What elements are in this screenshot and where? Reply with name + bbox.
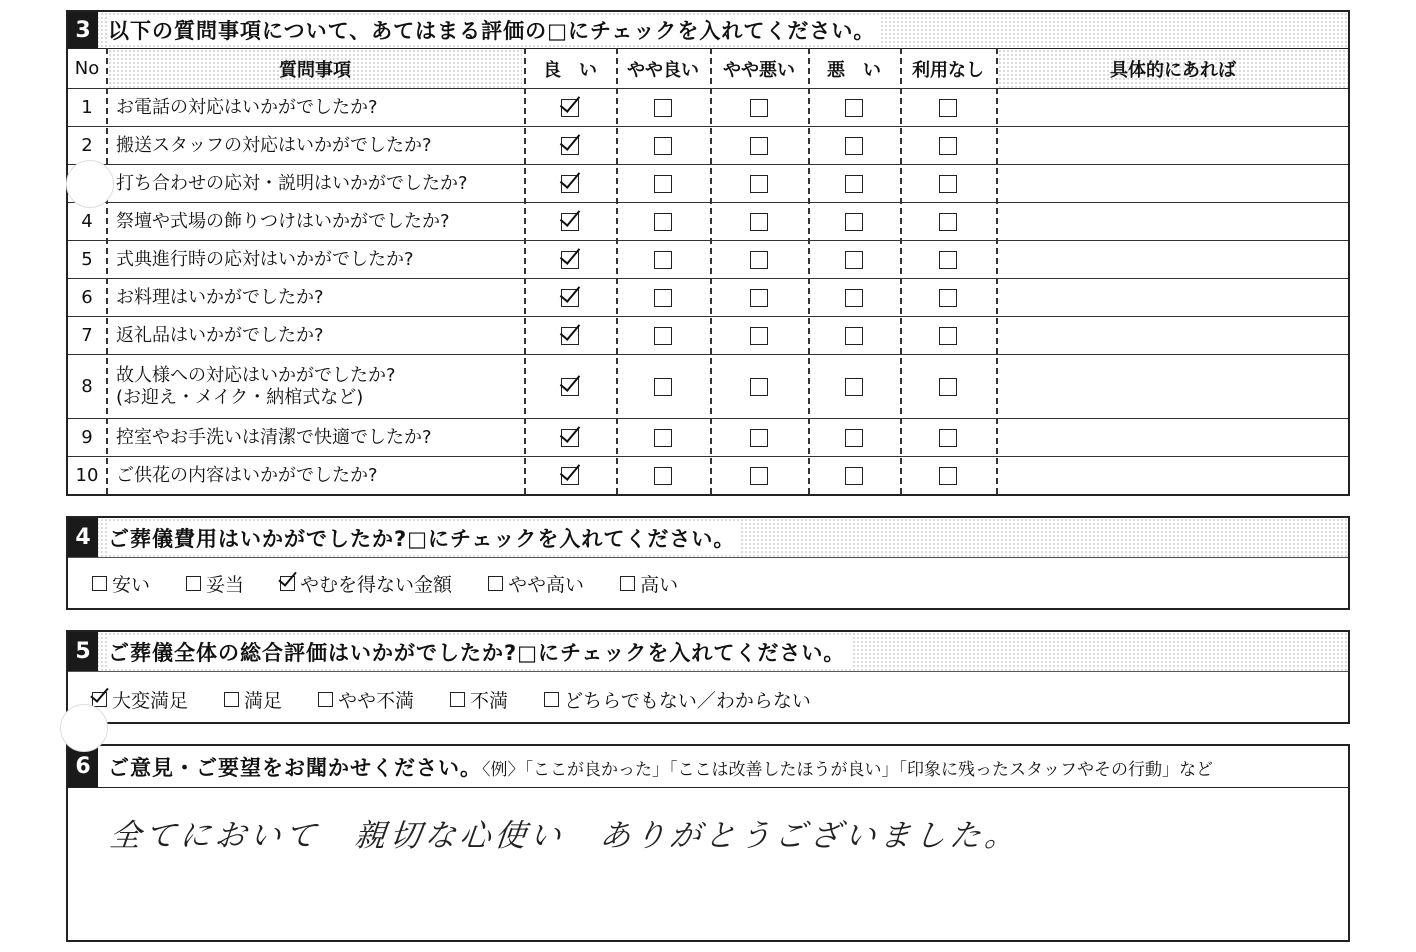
- row-number: 5: [81, 249, 93, 270]
- row-number: 4: [81, 211, 93, 232]
- checkbox-fairly-good[interactable]: [654, 467, 672, 485]
- row-number: 7: [81, 325, 93, 346]
- option-label: やむを得ない金額: [300, 574, 453, 596]
- question-text: ご供花の内容はいかがでしたか?: [116, 464, 378, 486]
- checkbox-not-used[interactable]: [939, 289, 957, 307]
- checkbox[interactable]: [544, 692, 559, 707]
- section-6-example: 〈例〉「ここが良かった」「ここは改善したほうが良い」「印象に残ったスタッフやその行動」など: [482, 759, 1213, 780]
- checkbox[interactable]: [450, 692, 465, 707]
- checkbox-fairly-bad[interactable]: [750, 378, 768, 396]
- row-question: [108, 355, 522, 418]
- checkbox-good[interactable]: [561, 213, 579, 231]
- checkbox-fairly-good[interactable]: [654, 251, 672, 269]
- checkbox-bad[interactable]: [845, 213, 863, 231]
- section-4-number: 4: [68, 518, 98, 557]
- section-5-number: 5: [68, 632, 98, 671]
- checkbox[interactable]: [280, 576, 295, 591]
- section-6-title: ご意見・ご要望をお聞かせください。: [108, 755, 482, 780]
- checkbox[interactable]: [620, 576, 635, 591]
- overall-option[interactable]: [224, 686, 282, 713]
- col-rating-bad: 悪 い: [827, 59, 881, 81]
- cost-option[interactable]: [280, 570, 452, 597]
- row-question: [108, 279, 522, 316]
- table-row: [68, 126, 1348, 164]
- checkbox-good[interactable]: [561, 467, 579, 485]
- overall-option[interactable]: [544, 686, 811, 713]
- checkbox-fairly-good[interactable]: [654, 175, 672, 193]
- section-3-number: 3: [68, 12, 98, 48]
- checkbox[interactable]: [224, 692, 239, 707]
- cost-option[interactable]: [92, 570, 150, 597]
- section-4-header: [68, 518, 1348, 558]
- row-comment-cell[interactable]: [998, 127, 1348, 164]
- section-5-overall: [66, 630, 1350, 724]
- checkbox-fairly-good[interactable]: [654, 213, 672, 231]
- section-4-title: ご葬儀費用はいかがでしたか?□にチェックを入れてください。: [108, 523, 741, 553]
- row-comment-cell[interactable]: [998, 457, 1348, 494]
- checkbox-bad[interactable]: [845, 137, 863, 155]
- section-4-cost: [66, 516, 1350, 610]
- checkbox-bad[interactable]: [845, 99, 863, 117]
- checkbox-bad[interactable]: [845, 251, 863, 269]
- checkbox-not-used[interactable]: [939, 251, 957, 269]
- checkbox-bad[interactable]: [845, 289, 863, 307]
- option-label: 妥当: [206, 574, 245, 596]
- row-comment-cell[interactable]: [998, 419, 1348, 456]
- checkbox-fairly-good[interactable]: [654, 327, 672, 345]
- checkbox-fairly-bad[interactable]: [750, 327, 768, 345]
- checkbox-good[interactable]: [561, 175, 579, 193]
- checkbox-not-used[interactable]: [939, 467, 957, 485]
- row-question: [108, 457, 522, 494]
- checkbox-fairly-good[interactable]: [654, 429, 672, 447]
- checkbox-fairly-bad[interactable]: [750, 251, 768, 269]
- row-number: 10: [75, 465, 99, 486]
- option-label: 安い: [112, 574, 151, 596]
- checkbox-fairly-good[interactable]: [654, 378, 672, 396]
- checkbox-fairly-bad[interactable]: [750, 99, 768, 117]
- table-row: [68, 202, 1348, 240]
- checkbox-not-used[interactable]: [939, 137, 957, 155]
- checkbox-good[interactable]: [561, 289, 579, 307]
- punch-hole-bottom: [60, 704, 108, 752]
- checkbox[interactable]: [92, 692, 107, 707]
- table-row: [68, 164, 1348, 202]
- checkbox-fairly-good[interactable]: [654, 289, 672, 307]
- row-number: 2: [81, 135, 93, 156]
- checkbox-good[interactable]: [561, 99, 579, 117]
- section-3-title: 以下の質問事項について、あてはまる評価の□にチェックを入れてください。: [108, 15, 881, 45]
- row-comment-cell[interactable]: [998, 89, 1348, 126]
- section-3-survey-table: [66, 10, 1350, 496]
- checkbox[interactable]: [92, 576, 107, 591]
- row-comment-cell[interactable]: [998, 279, 1348, 316]
- row-comment-cell[interactable]: [998, 317, 1348, 354]
- checkbox-not-used[interactable]: [939, 99, 957, 117]
- table-row: [68, 88, 1348, 126]
- checkbox-bad[interactable]: [845, 467, 863, 485]
- row-comment-cell[interactable]: [998, 241, 1348, 278]
- table-row: [68, 456, 1348, 494]
- section-6-number: 6: [68, 746, 98, 787]
- col-no-header: No: [74, 58, 100, 79]
- checkbox-fairly-bad[interactable]: [750, 467, 768, 485]
- option-label: やや高い: [508, 574, 585, 596]
- question-text: 式典進行時の応対はいかがでしたか?: [116, 248, 414, 270]
- row-comment-cell[interactable]: [998, 165, 1348, 202]
- table-row: [68, 240, 1348, 278]
- table-header-row: [68, 48, 1348, 88]
- table-row: [68, 316, 1348, 354]
- row-question: [108, 203, 522, 240]
- question-text: 控室やお手洗いは清潔で快適でしたか?: [116, 426, 432, 448]
- checkbox-good[interactable]: [561, 251, 579, 269]
- row-number: 9: [81, 427, 93, 448]
- option-label: どちらでもない／わからない: [564, 690, 811, 712]
- option-label: やや不満: [338, 690, 415, 712]
- checkbox[interactable]: [488, 576, 503, 591]
- col-rating-not-used: 利用なし: [912, 59, 984, 81]
- col-rating-good: 良 い: [543, 59, 597, 81]
- row-question: [108, 241, 522, 278]
- checkbox-bad[interactable]: [845, 378, 863, 396]
- col-rating-fairly-good: やや良い: [627, 59, 699, 81]
- cost-option[interactable]: [488, 570, 584, 597]
- checkbox-fairly-bad[interactable]: [750, 429, 768, 447]
- checkbox-fairly-bad[interactable]: [750, 175, 768, 193]
- row-question: [108, 89, 522, 126]
- question-text: 返礼品はいかがでしたか?: [116, 324, 324, 346]
- checkbox-fairly-bad[interactable]: [750, 289, 768, 307]
- option-label: 高い: [640, 574, 679, 596]
- checkbox-not-used[interactable]: [939, 378, 957, 396]
- checkbox-good[interactable]: [561, 378, 579, 396]
- row-question: [108, 165, 522, 202]
- handwritten-comment: 全てにおいて 親切な心使い ありがとうございました。: [107, 818, 1022, 854]
- table-row: [68, 278, 1348, 316]
- row-comment-cell[interactable]: [998, 355, 1348, 418]
- checkbox-good[interactable]: [561, 429, 579, 447]
- question-text: 故人様への対応はいかがでしたか?: [116, 364, 396, 386]
- checkbox-good[interactable]: [561, 327, 579, 345]
- checkbox-fairly-good[interactable]: [654, 137, 672, 155]
- row-number: 1: [81, 97, 93, 118]
- overall-option[interactable]: [318, 686, 414, 713]
- punch-hole-top: [66, 160, 114, 208]
- checkbox-not-used[interactable]: [939, 213, 957, 231]
- row-number: 8: [81, 376, 93, 397]
- checkbox-bad[interactable]: [845, 429, 863, 447]
- section-5-header: [68, 632, 1348, 672]
- row-number: 6: [81, 287, 93, 308]
- checkbox-fairly-good[interactable]: [654, 99, 672, 117]
- row-question: [108, 127, 522, 164]
- row-question: [108, 419, 522, 456]
- checkbox-not-used[interactable]: [939, 175, 957, 193]
- table-row: [68, 354, 1348, 418]
- table-row: [68, 418, 1348, 456]
- option-label: 満足: [244, 690, 283, 712]
- section-3-header: [68, 12, 1348, 48]
- checkbox[interactable]: [318, 692, 333, 707]
- section-5-title: ご葬儀全体の総合評価はいかがでしたか?□にチェックを入れてください。: [108, 637, 851, 667]
- option-label: 大変満足: [112, 690, 189, 712]
- question-text: 打ち合わせの応対・説明はいかがでしたか?: [116, 172, 468, 194]
- checkbox-bad[interactable]: [845, 327, 863, 345]
- question-subtext: (お迎え・メイク・納棺式など): [116, 386, 364, 408]
- section-6-title-wrap: [108, 752, 1219, 782]
- col-comment-header: 具体的にあれば: [998, 49, 1348, 88]
- cost-option[interactable]: [186, 570, 244, 597]
- question-text: 搬送スタッフの対応はいかがでしたか?: [116, 134, 432, 156]
- checkbox-not-used[interactable]: [939, 327, 957, 345]
- col-rating-fairly-bad: やや悪い: [723, 59, 795, 81]
- checkbox[interactable]: [186, 576, 201, 591]
- option-label: 不満: [470, 690, 509, 712]
- cost-option[interactable]: [620, 570, 678, 597]
- checkbox-good[interactable]: [561, 137, 579, 155]
- section-6-header: [68, 746, 1348, 788]
- overall-option[interactable]: [450, 686, 508, 713]
- question-text: お料理はいかがでしたか?: [116, 286, 324, 308]
- row-question: [108, 317, 522, 354]
- overall-option[interactable]: [92, 686, 188, 713]
- row-comment-cell[interactable]: [998, 203, 1348, 240]
- question-text: お電話の対応はいかがでしたか?: [116, 96, 378, 118]
- checkbox-not-used[interactable]: [939, 429, 957, 447]
- checkbox-fairly-bad[interactable]: [750, 213, 768, 231]
- col-question-header: 質問事項: [108, 49, 522, 88]
- checkbox-bad[interactable]: [845, 175, 863, 193]
- question-text: 祭壇や式場の飾りつけはいかがでしたか?: [116, 210, 450, 232]
- checkbox-fairly-bad[interactable]: [750, 137, 768, 155]
